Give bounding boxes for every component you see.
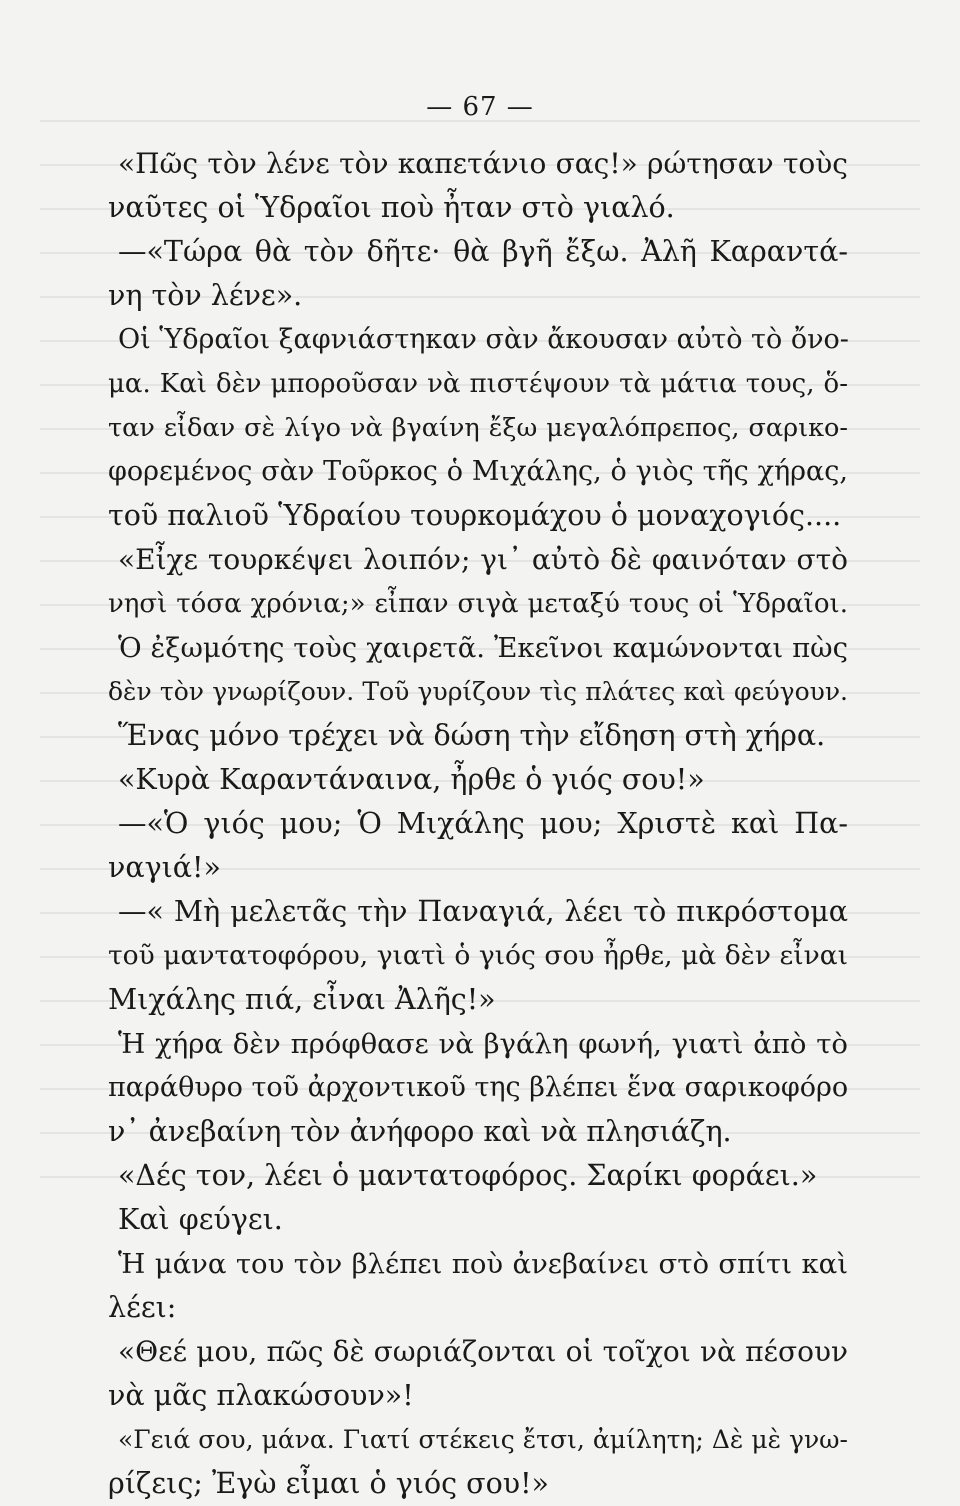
text-line: «Εἶχε τουρκέψει λοιπόν; γι᾿ αὐτὸ δὲ φαινόταν στὸ xyxy=(118,543,848,576)
text-line: —«Τώρα θὰ τὸν δῆτε· θὰ βγῆ ἔξω. Ἀλῆ Καραντά- xyxy=(118,235,848,268)
text-line: ναῦτες οἱ Ὑδραῖοι ποὺ ἦταν στὸ γιαλό. xyxy=(108,191,675,224)
text-line: Ἡ μάνα του τὸν βλέπει ποὺ ἀνεβαίνει στὸ σπίτι καὶ xyxy=(118,1248,848,1280)
text-line: «Δές τον, λέει ὁ μαντατοφόρος. Σαρίκι φοράει.» xyxy=(118,1159,818,1192)
text-line: Μιχάλης πιά, εἶναι Ἀλῆς!» xyxy=(108,983,496,1016)
text-line: «Θεέ μου, πῶς δὲ σωριάζονται οἱ τοῖχοι νὰ πέσουν xyxy=(118,1335,848,1368)
text-line: παράθυρο τοῦ ἀρχοντικοῦ της βλέπει ἕνα σαρικοφόρο xyxy=(108,1072,849,1103)
text-line: λέει: xyxy=(108,1291,177,1324)
text-line: νησὶ τόσα χρόνια;» εἶπαν σιγὰ μεταξύ τους οἱ Ὑδραῖοι. xyxy=(108,589,848,619)
text-line: Οἱ Ὑδραῖοι ξαφνιάστηκαν σὰν ἄκουσαν αὐτὸ τὸ ὄνο- xyxy=(118,324,849,355)
text-line: φορεμένος σὰν Τοῦρκος ὁ Μιχάλης, ὁ γιὸς τῆς χήρας, xyxy=(108,456,848,487)
body-text xyxy=(108,142,848,1506)
text-line: —« Μὴ μελετᾶς τὴν Παναγιά, λέει τὸ πικρόστομα xyxy=(118,895,848,928)
text-line: ν᾿ ἀνεβαίνη τὸν ἀνήφορο καὶ νὰ πλησιάζη. xyxy=(108,1115,732,1148)
text-line: «Πῶς τὸν λένε τὸν καπετάνιο σας!» ρώτησαν τοὺς xyxy=(118,147,848,180)
text-line: ναγιά!» xyxy=(108,851,221,884)
text-line: Ὁ ἐξωμότης τοὺς χαιρετᾶ. Ἐκεῖνοι καμώνονται πὼς xyxy=(118,632,848,664)
text-line: «Γειά σου, μάνα. Γιατί στέκεις ἔτσι, ἀμίλητη; Δὲ μὲ γνω- xyxy=(118,1425,848,1454)
text-line: τοῦ μαντατοφόρου, γιατὶ ὁ γιός σου ἦρθε, μὰ δὲν εἶναι xyxy=(108,940,848,971)
text-line: ρίζεις; Ἐγὼ εἶμαι ὁ γιός σου!» xyxy=(108,1467,549,1500)
text-line: νὰ μᾶς πλακώσουν»! xyxy=(108,1379,414,1412)
text-line: μα. Καὶ δὲν μποροῦσαν νὰ πιστέψουν τὰ μάτια τους, ὅ- xyxy=(108,369,848,399)
text-line: δὲν τὸν γνωρίζουν. Τοῦ γυρίζουν τὶς πλάτες καὶ φεύγουν. xyxy=(108,677,848,706)
text-line: τοῦ παλιοῦ Ὑδραίου τουρκομάχου ὁ μοναχογιός.... xyxy=(108,499,842,532)
text-line: —«Ὁ γιός μου; Ὁ Μιχάλης μου; Χριστὲ καὶ Πα- xyxy=(118,807,848,840)
page-number: — 67 — xyxy=(426,92,534,122)
text-line: νη τὸν λένε». xyxy=(108,279,303,312)
text-line: «Κυρὰ Καραντάναινα, ἦρθε ὁ γιός σου!» xyxy=(118,763,705,796)
text-line: Ἡ χήρα δὲν πρόφθασε νὰ βγάλη φωνή, γιατὶ ἀπὸ τὸ xyxy=(118,1028,848,1060)
text-line: ταν εἶδαν σὲ λίγο νὰ βγαίνη ἔξω μεγαλόπρεπος, σαρικο- xyxy=(108,413,848,443)
text-line: Ἕνας μόνο τρέχει νὰ δώση τὴν εἴδηση στὴ χήρα. xyxy=(118,719,826,752)
text-line: Καὶ φεύγει. xyxy=(118,1203,283,1236)
